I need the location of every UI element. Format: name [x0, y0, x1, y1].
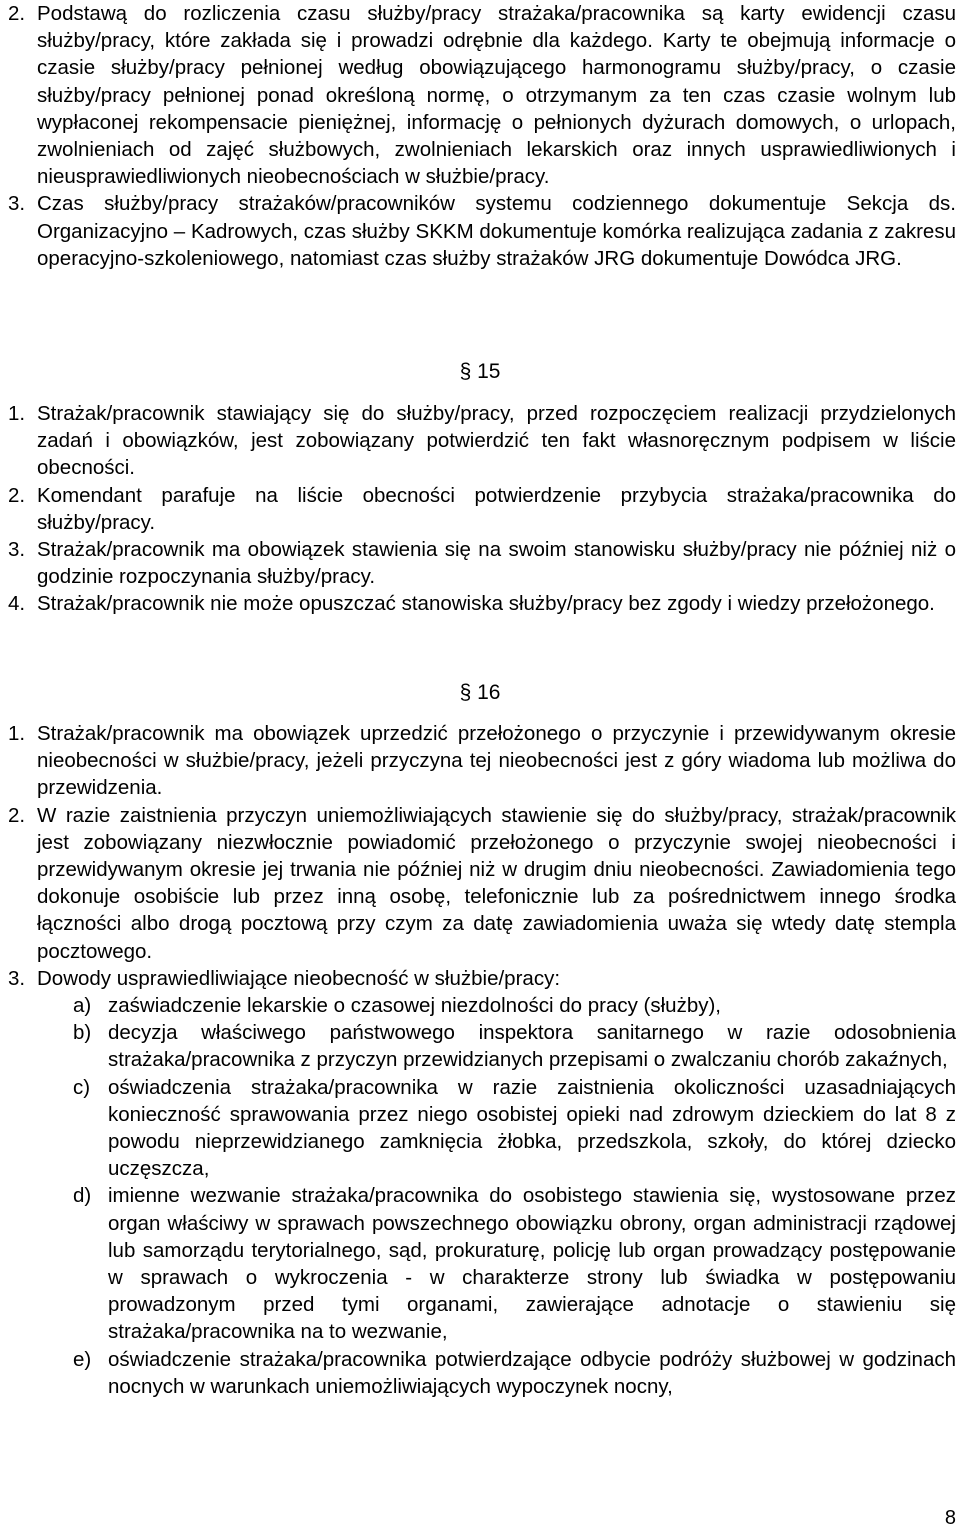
paragraph-text: Czas służby/pracy strażaków/pracowników systemu codziennego dokumentuje Sekcja ds. Organizacyjno – Kadrowych, czas służby SKKM dokumentuje komórka realizująca zadania z zakresu operacyjno-szkoleniowego, natomiast czas służby strażaków JRG dokumentuje Dowódca JRG. — [37, 192, 956, 270]
paragraph-2 — [8, 802, 956, 965]
list-item-label: d) — [73, 1184, 92, 1208]
paragraph-text: Strażak/pracownik ma obowiązek uprzedzić przełożonego o przyczynie i przewidywanym okresie nieobecności w służbie/pracy, jeżeli przyczyna tej nieobecności jest z góry wiadoma lub możliwa do przewidzenia. — [37, 722, 956, 800]
paragraph-number: 2. — [8, 483, 26, 507]
records-section — [8, 0, 956, 272]
list-item-d — [8, 1182, 956, 1345]
paragraph-2 — [8, 482, 956, 536]
list-item-e — [8, 1346, 956, 1400]
paragraph-3 — [8, 190, 956, 272]
section-15-body — [8, 400, 956, 618]
list-item-b — [8, 1019, 956, 1073]
paragraph-text: Strażak/pracownik nie może opuszczać stanowiska służby/pracy bez zgody i wiedzy przełożonego. — [37, 592, 935, 616]
paragraph-text: Strażak/pracownik stawiający się do służby/pracy, przed rozpoczęciem realizacji przydzielonych zadań i obowiązków, jest zobowiązany potwierdzić ten fakt własnoręcznym podpisem w liście obecności. — [37, 402, 956, 480]
paragraph-number: 3. — [8, 538, 26, 562]
paragraph-number: 3. — [8, 192, 26, 216]
paragraph-number: 2. — [8, 803, 26, 827]
list-item-a — [8, 992, 956, 1019]
list-item-text: oświadczenia strażaka/pracownika w razie zaistnienia okoliczności uzasadniających konieczność sprawowania przez niego osobistej opieki nad zdrowym dzieckiem do lat 8 z powodu nieprzewidzianego zamknięcia żłobka, przedszkola, szkoły, do której dziecko uczęszcza, — [108, 1075, 956, 1181]
page-number: 8 — [944, 1507, 956, 1529]
paragraph-1 — [8, 400, 956, 482]
paragraph-text: Strażak/pracownik ma obowiązek stawienia się na swoim stanowisku służby/pracy nie później niż o godzinie rozpoczynania służby/pracy. — [37, 538, 956, 589]
paragraph-number: 3. — [8, 966, 26, 990]
paragraph-number: 4. — [8, 592, 26, 616]
paragraph-text: Dowody usprawiedliwiające nieobecność w służbie/pracy: — [37, 966, 561, 990]
list-item-text: oświadczenie strażaka/pracownika potwierdzające odbycie podróży służbowej w godzinach nocnych w warunkach uniemożliwiających wypoczynek nocny, — [108, 1347, 956, 1398]
paragraph-1 — [8, 720, 956, 802]
paragraph-3 — [8, 965, 956, 992]
paragraph-text: W razie zaistnienia przyczyn uniemożliwiających stawienie się do służby/pracy, strażak/pracownik jest zobowiązany niezwłocznie powiadomić przełożonego o przyczynie swojej nieobecności i przewidywanym okresie jej trwania nie później niż w drugim dniu nieobecności. Zawiadomienia tego dokonuje osobiście lub przez inną osobę, telefonicznie lub za pośrednictwem innego środka łączności albo drogą pocztową przy czym za datę zawiadomienia uważa się wtedy datę stempla pocztowego. — [37, 803, 956, 963]
list-item-label: e) — [73, 1347, 92, 1371]
section-16-body — [8, 720, 956, 1400]
paragraph-number: 1. — [8, 722, 26, 745]
paragraph-number: 2. — [8, 2, 26, 25]
section-heading-16: § 16 — [459, 681, 501, 704]
list-item-text: imienne wezwanie strażaka/pracownika do osobistego stawienia się, wystosowane przez organ właściwy w sprawach powszechnego obowiązku obrony, organ administracji rządowej lub samorządu terytorialnego, sąd, prokuraturę, policję lub organ prowadzący postępowanie w sprawach o wykroczenia - w charakterze strony lub świadka w postępowaniu prowadzonym przed tymi organami, zawierające adnotacje o stawieniu się strażaka/pracownika na to wezwanie, — [108, 1184, 956, 1344]
list-item-c — [8, 1074, 956, 1183]
list-item-label: a) — [73, 994, 92, 1018]
paragraph-text: Komendant parafuje na liście obecności potwierdzenie przybycia strażaka/pracownika do służby/pracy. — [37, 483, 956, 534]
paragraph-text: Podstawą do rozliczenia czasu służby/pracy strażaka/pracownika są karty ewidencji czasu służby/pracy, które zakłada się i prowadzi odrębnie dla każdego. Karty te obejmują informacje o czasie służby/pracy pełnionej według obowiązującego harmonogramu służby/pracy, o czasie służby/pracy pełnionej ponad określoną normę, o otrzymanym za ten czas czasie wolnym lub wypłaconej rekompensacie pieniężnej, informację o pełnionych dyżurach domowych, o urlopach, zwolnieniach od zajęć służbowych, zwolnieniach lekarskich oraz innych usprawiedliwionych i nieusprawiedliwionych nieobecnościach w służbie/pracy. — [37, 2, 956, 189]
list-item-label: b) — [73, 1021, 92, 1045]
paragraph-2 — [8, 0, 956, 190]
section-heading-15: § 15 — [459, 360, 501, 383]
list-item-label: c) — [73, 1075, 91, 1099]
list-item-text: decyzja właściwego państwowego inspektora sanitarnego w razie odosobnienia strażaka/pracownika z przyczyn przewidzianych przepisami o zwalczaniu chorób zakaźnych, — [108, 1021, 956, 1072]
paragraph-3 — [8, 536, 956, 590]
paragraph-number: 1. — [8, 402, 26, 425]
paragraph-4 — [8, 590, 956, 617]
list-item-text: zaświadczenie lekarskie o czasowej niezdolności do pracy (służby), — [108, 994, 721, 1018]
